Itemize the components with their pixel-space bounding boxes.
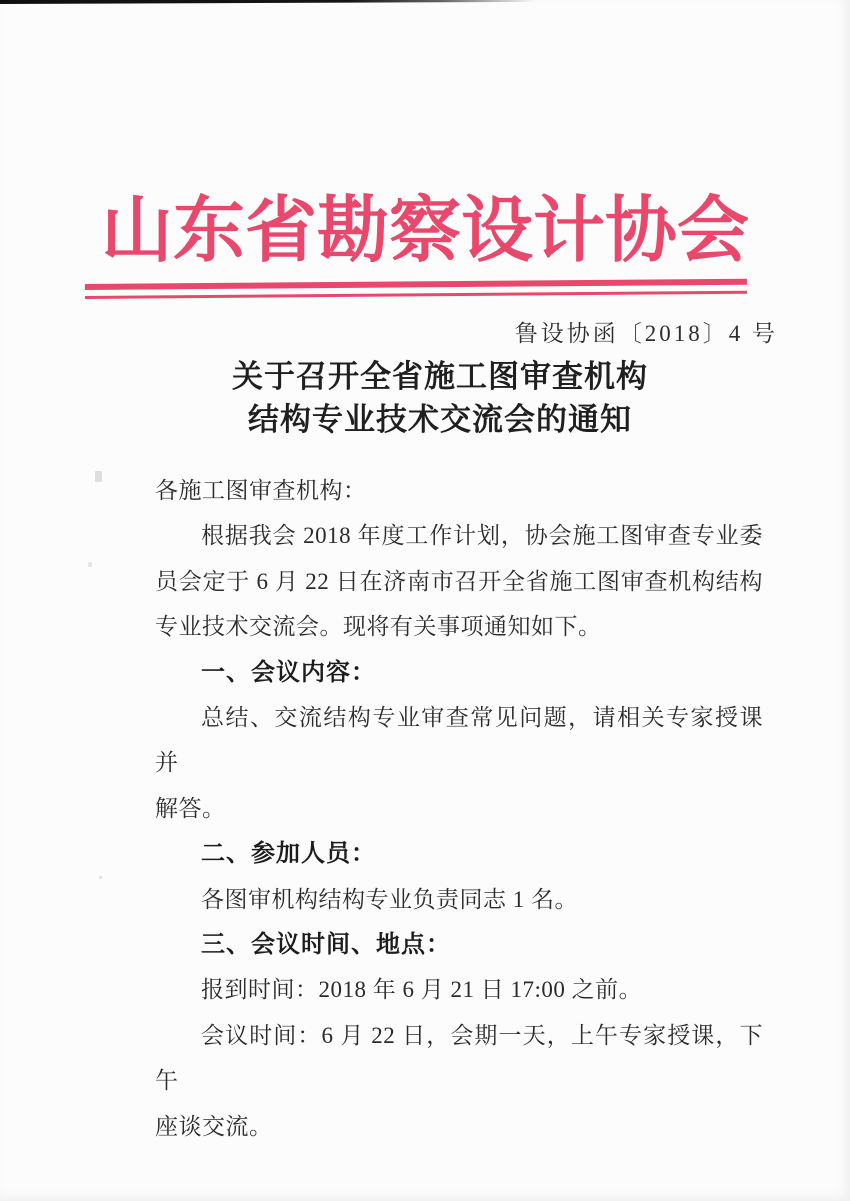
scan-artifact [99,876,102,879]
section-heading-2: 二、参加人员： [201,840,376,868]
section-heading-1: 一、会议内容： [201,658,376,686]
body-line: 专业技术交流会。现将有关事项通知如下。 [155,614,602,640]
notice-body [155,468,763,1149]
body-line: 座谈交流。 [155,1113,273,1139]
body-line: 解答。 [155,795,226,821]
body-line: 总结、交流结构专业审查常见问题，请相关专家授课并 [155,705,763,776]
document-title [15,355,850,441]
document-title-line1: 关于召开全省施工图审查机构 [232,359,648,394]
body-line: 报到时间：2018 年 6 月 21 日 17:00 之前。 [201,977,643,1003]
scan-artifact-top-line [0,0,670,4]
scan-artifact [95,471,102,482]
letterhead-org-name: 山东省勘察设计协会 [100,191,749,271]
rule-thick [85,279,747,290]
rule-thin [85,291,747,299]
salutation: 各施工图审查机构： [155,478,367,503]
document-title-line2: 结构专业技术交流会的通知 [248,402,632,437]
letterhead-double-rule [85,279,747,299]
section-heading-3: 三、会议时间、地点： [201,931,451,959]
body-line: 根据我会 2018 年度工作计划，协会施工图审查专业委 [201,523,763,549]
scan-artifact [88,562,92,567]
body-line: 各图审机构结构专业负责同志 1 名。 [201,886,578,912]
body-line: 会议时间：6 月 22 日，会期一天，上午专家授课，下午 [155,1022,763,1094]
document-number: 鲁设协函〔2018〕4 号 [514,321,778,346]
body-line: 员会定于 6 月 22 日在济南市召开全省施工图审查机构结构 [155,568,763,594]
